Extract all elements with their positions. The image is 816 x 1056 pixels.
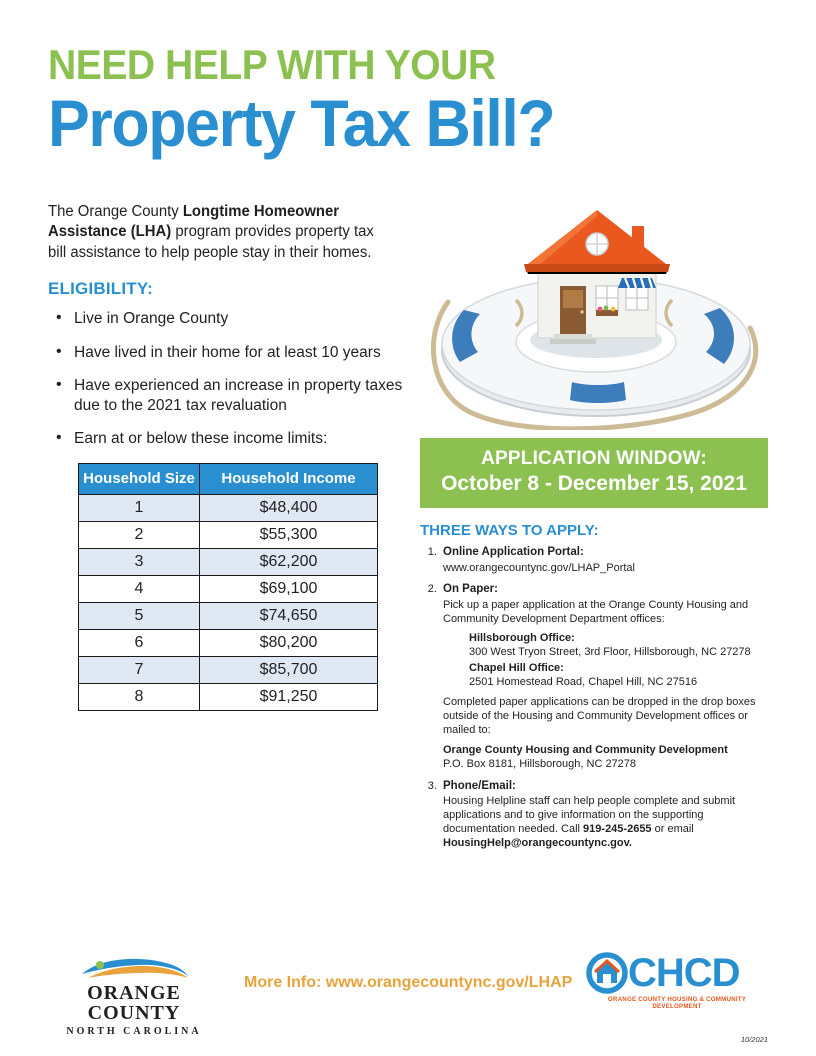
apply-method-phone-email xyxy=(440,779,768,851)
intro-program-name: Longtime Homeowner Assistance (LHA) xyxy=(48,202,340,241)
cell-household-income: $74,650 xyxy=(200,603,378,630)
footer xyxy=(48,951,768,1044)
house-life-ring-graphic xyxy=(420,182,768,430)
intro-paragraph xyxy=(48,202,392,263)
cell-household-size: 7 xyxy=(79,657,200,684)
office-hillsborough xyxy=(469,631,768,659)
cell-household-size: 5 xyxy=(79,603,200,630)
logo-state-name: NORTH CAROLINA xyxy=(66,1026,202,1037)
ochcd-wordmark xyxy=(586,952,768,994)
application-window-dates: October 8 - December 15, 2021 xyxy=(441,472,747,496)
cell-household-income: $62,200 xyxy=(200,549,378,576)
content-columns xyxy=(48,186,768,857)
cell-household-size: 1 xyxy=(79,495,200,522)
helpline-text-a: Housing Helpline staff can help people complete and submit applications and to give information on the supporting documentation needed. Call xyxy=(443,795,736,836)
table-row xyxy=(79,630,378,657)
more-info-text[interactable]: More Info: www.orangecountync.gov/LHAP xyxy=(244,974,573,991)
eligibility-heading: ELIGIBILITY: xyxy=(48,278,154,298)
cell-household-income: $48,400 xyxy=(200,495,378,522)
ochcd-house-in-o-graphic xyxy=(586,952,628,994)
helpline-description xyxy=(443,794,768,850)
cell-household-size: 4 xyxy=(79,576,200,603)
swoosh-icon xyxy=(78,956,190,982)
table-row xyxy=(79,522,378,549)
headline-line1: NEED HELP WITH YOUR xyxy=(48,41,496,88)
office-address: 2501 Homestead Road, Chapel Hill, NC 27516 xyxy=(469,676,698,689)
headline-block xyxy=(48,41,768,160)
headline-line2: Property Tax Bill? xyxy=(48,85,555,160)
table-row xyxy=(79,549,378,576)
table-row xyxy=(79,684,378,711)
orange-county-logo xyxy=(48,956,220,1037)
income-limits-table xyxy=(78,463,378,712)
cell-household-size: 8 xyxy=(79,684,200,711)
intro-part1: The Orange County xyxy=(48,202,183,220)
table-row xyxy=(79,657,378,684)
office-name: Hillsborough Office: xyxy=(469,631,575,644)
mailing-address: P.O. Box 8181, Hillsborough, NC 27278 xyxy=(443,758,637,771)
cell-household-size: 2 xyxy=(79,522,200,549)
office-address: 300 West Tryon Street, 3rd Floor, Hillsborough, NC 27278 xyxy=(469,645,751,658)
office-name: Chapel Hill Office: xyxy=(469,661,564,674)
revision-date: 10/2021 xyxy=(740,1035,768,1044)
portal-url[interactable]: www.orangecountync.gov/LHAP_Portal xyxy=(443,561,635,574)
list-item: • Live in Orange County xyxy=(48,309,406,329)
paper-instructions: Pick up a paper application at the Orange County Housing and Community Development Department offices: xyxy=(443,598,749,625)
apply-method-title: 2. On Paper: xyxy=(443,582,498,595)
right-column xyxy=(420,186,768,857)
eligibility-list xyxy=(48,309,406,449)
table-row xyxy=(79,495,378,522)
helpline-phone[interactable]: 919-245-2655 xyxy=(583,823,652,836)
apply-method-title: 1. Online Application Portal: xyxy=(443,546,584,559)
application-window-banner xyxy=(420,438,768,508)
office-chapel-hill xyxy=(469,661,768,689)
cell-household-income: $80,200 xyxy=(200,630,378,657)
ochcd-subtitle: ORANGE COUNTY HOUSING & COMMUNITY DEVELOPMENT xyxy=(607,996,747,1010)
list-item: • Have experienced an increase in property taxes due to the 2021 tax revaluation xyxy=(48,376,406,415)
application-window-label: APPLICATION WINDOW: xyxy=(481,448,707,470)
table-body xyxy=(79,495,378,711)
intro-part2: program provides property tax bill assistance to help people stay in their homes. xyxy=(48,223,374,261)
ochcd-o-icon xyxy=(586,952,628,994)
ochcd-letters: CHCD xyxy=(628,951,740,995)
cell-household-income: $55,300 xyxy=(200,522,378,549)
three-ways-heading: THREE WAYS TO APPLY: xyxy=(420,522,599,540)
cell-household-income: $69,100 xyxy=(200,576,378,603)
logo-county-name: ORANGE COUNTY xyxy=(87,982,181,1024)
left-column xyxy=(48,186,406,857)
orange-county-swoosh-graphic xyxy=(78,956,190,982)
cell-household-size: 6 xyxy=(79,630,200,657)
apply-method-title: 3. Phone/Email: xyxy=(443,779,516,792)
table-header-row xyxy=(79,463,378,495)
column-header-household-income: Household Income xyxy=(200,463,378,495)
cell-household-size: 3 xyxy=(79,549,200,576)
dropbox-instructions: Completed paper applications can be dropped in the drop boxes outside of the Housing and Community Development offices or mailed to: xyxy=(443,696,756,737)
column-header-household-size: Household Size xyxy=(79,463,200,495)
apply-method-paper xyxy=(440,582,768,772)
cell-household-income: $85,700 xyxy=(200,657,378,684)
table-row xyxy=(79,603,378,630)
helpline-text-b: or email xyxy=(651,823,694,836)
table-head xyxy=(79,463,378,495)
table-row xyxy=(79,576,378,603)
apply-method-online xyxy=(440,545,768,575)
ochcd-logo xyxy=(586,952,768,1010)
house-lifesaver-illustration xyxy=(420,182,768,430)
apply-methods-list xyxy=(420,545,768,850)
mailing-name: Orange County Housing and Community Development xyxy=(443,744,728,757)
list-item: • Have lived in their home for at least 10 years xyxy=(48,343,406,363)
cell-household-income: $91,250 xyxy=(200,684,378,711)
list-item: • Earn at or below these income limits: xyxy=(48,429,406,449)
helpline-email[interactable]: HousingHelp@orangecountync.gov. xyxy=(443,837,632,850)
